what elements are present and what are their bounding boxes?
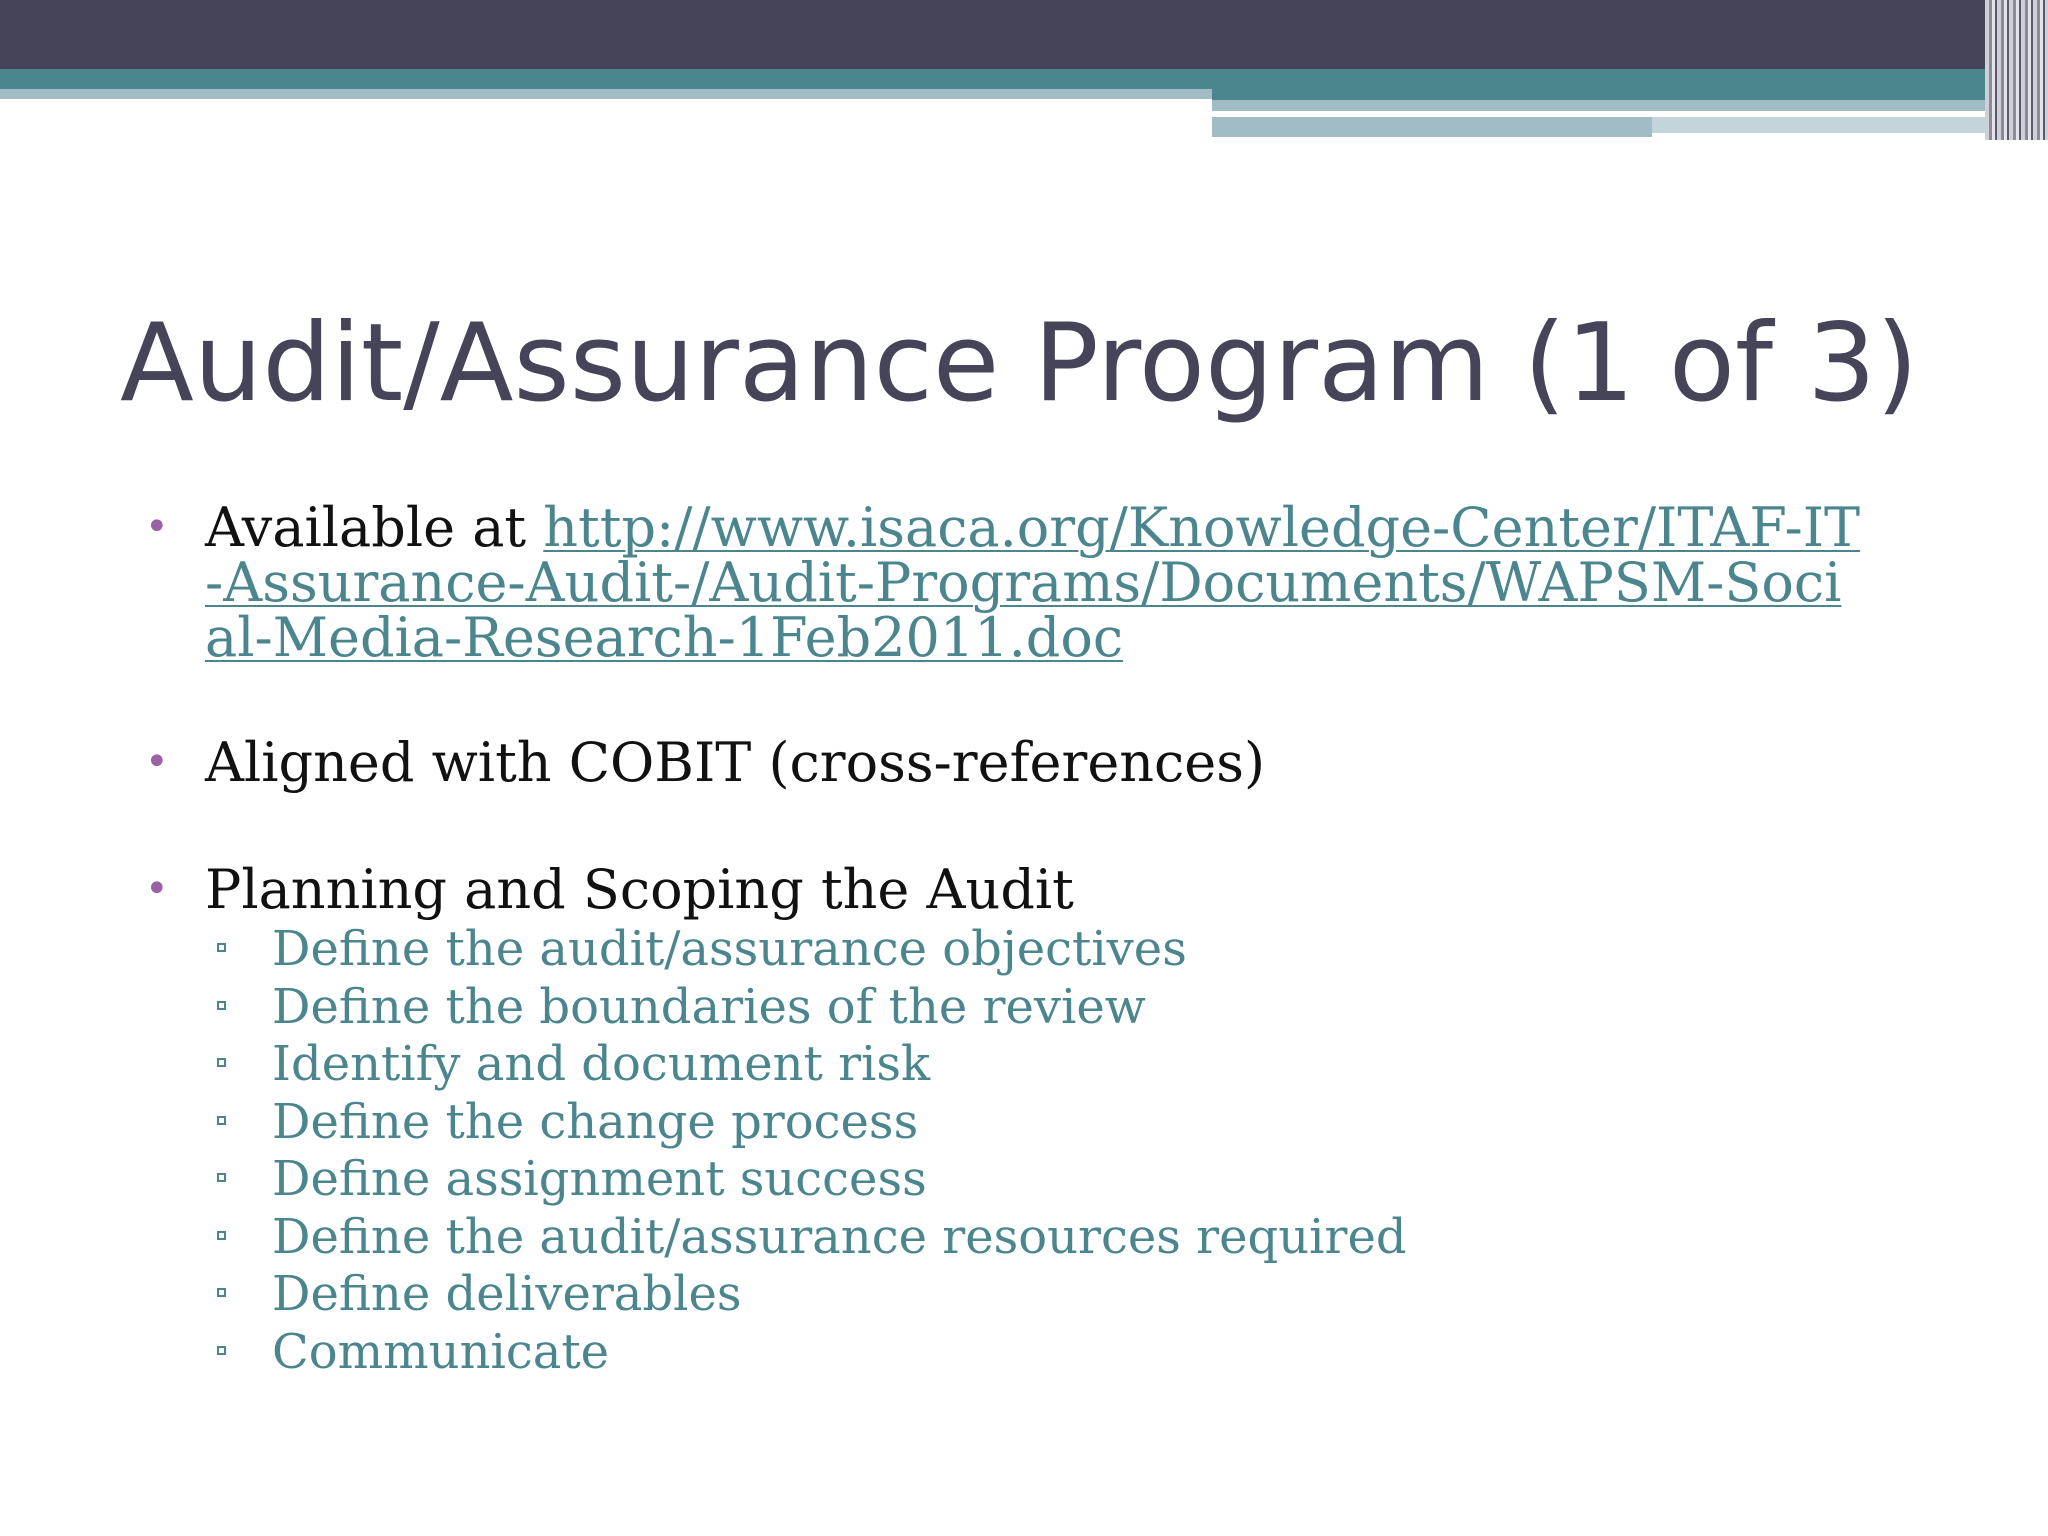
sub-bullet-text: Define the boundaries of the review xyxy=(272,978,1146,1035)
sub-bullet-text: Identify and document risk xyxy=(272,1036,931,1092)
header-band-teal-right xyxy=(1212,69,1985,100)
sub-bullet-item xyxy=(145,1209,1865,1267)
sub-bullet-item xyxy=(145,1266,1865,1324)
slide-content xyxy=(145,496,1865,1381)
bullet-aligned-cobit xyxy=(145,731,1865,794)
sub-bullet-text: Define deliverables xyxy=(272,1266,742,1322)
square-bullet-icon xyxy=(217,1231,226,1240)
sub-bullet-item xyxy=(145,1324,1865,1382)
square-bullet-icon xyxy=(217,943,226,952)
square-bullet-icon xyxy=(217,1173,226,1182)
bullet-text: Aligned with COBIT (cross-references) xyxy=(205,731,1266,794)
sub-bullet-text: Define assignment success xyxy=(272,1151,927,1207)
square-bullet-icon xyxy=(217,1288,226,1297)
sub-bullet-list xyxy=(205,921,1865,1381)
header-band-light-left xyxy=(0,89,1212,99)
slide-title: Audit/Assurance Program (1 of 3) xyxy=(120,301,1919,426)
bullet-available-at xyxy=(145,496,1865,669)
header-band-light-right xyxy=(1212,100,1985,111)
sub-bullet-item xyxy=(145,1036,1865,1094)
sub-bullet-item xyxy=(145,1151,1865,1209)
header-band-pale-lower xyxy=(1212,117,1652,137)
sub-bullet-item xyxy=(145,921,1865,979)
bullet-dot-icon: • xyxy=(145,866,169,912)
bullet-planning-scoping xyxy=(145,858,1865,1381)
sub-bullet-item xyxy=(145,979,1865,1037)
isaca-doc-link[interactable]: http://www.isaca.org/Knowledge-Center/ITAF-IT-Assurance-Audit-/Audit-Programs/Documents/WAPSM-Social-Media-Research-1Feb2011.doc xyxy=(205,496,1861,669)
header-banner xyxy=(0,0,2048,140)
sub-bullet-text: Define the audit/assurance objectives xyxy=(272,921,1187,977)
header-band-pale-lower-right xyxy=(1652,117,1985,133)
header-band-dark xyxy=(0,0,1985,69)
square-bullet-icon xyxy=(217,1116,226,1125)
square-bullet-icon xyxy=(217,1058,226,1067)
bullet-text: Planning and Scoping the Audit xyxy=(205,858,1074,921)
header-stripes xyxy=(1985,0,2048,140)
sub-bullet-text: Define the change process xyxy=(272,1093,919,1150)
square-bullet-icon xyxy=(217,1001,226,1010)
square-bullet-icon xyxy=(217,1346,226,1355)
bullet-dot-icon: • xyxy=(145,739,169,785)
sub-bullet-text: Define the audit/assurance resources required xyxy=(272,1208,1407,1265)
sub-bullet-text: Communicate xyxy=(272,1323,610,1380)
bullet-dot-icon: • xyxy=(145,504,169,550)
sub-bullet-item xyxy=(145,1094,1865,1152)
bullet-text: Available at xyxy=(205,496,544,559)
header-band-teal-left xyxy=(0,69,1212,89)
